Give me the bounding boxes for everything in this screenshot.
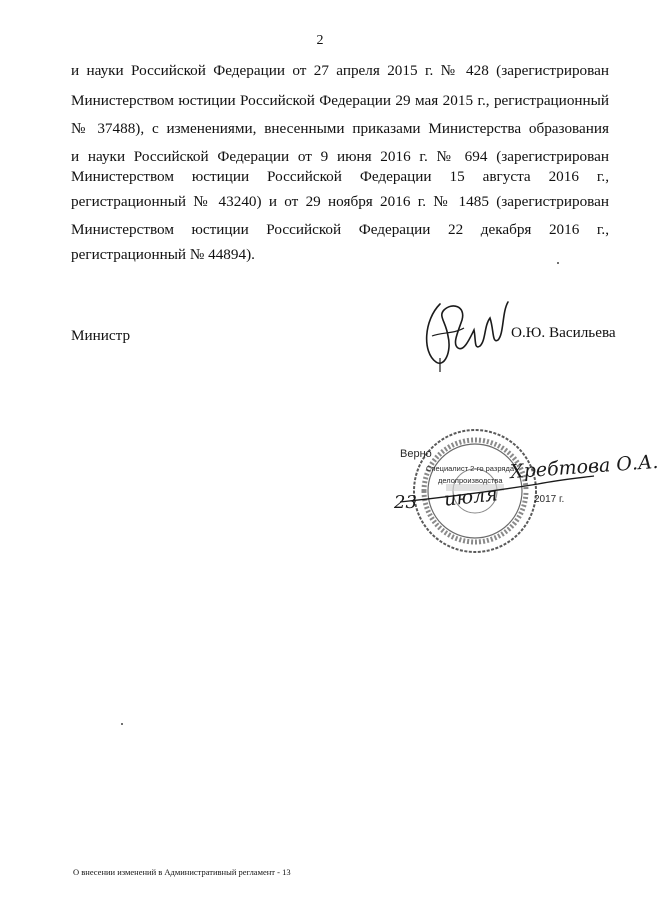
body-line: Министерством юстиции Российской Федерации 15 августа 2016 г., bbox=[71, 168, 609, 185]
certifier-handwritten-name: Хребтова О.А. bbox=[509, 450, 659, 484]
scan-speck bbox=[121, 723, 123, 725]
body-line: № 37488), с изменениями, внесенными приказами Министерства образования bbox=[71, 120, 609, 137]
minister-signature bbox=[418, 292, 518, 374]
position-line-1: Специалист 2-го разряда bbox=[426, 464, 515, 473]
body-line: Министерством юстиции Российской Федерации 29 мая 2015 г., регистрационный bbox=[71, 92, 609, 109]
position-line-2: делопроизводства bbox=[438, 476, 503, 485]
year-suffix: 2017 г. bbox=[534, 494, 565, 505]
verno-label: Верно bbox=[400, 448, 432, 460]
minister-name: О.Ю. Васильева bbox=[511, 324, 616, 341]
body-line: Министерством юстиции Российской Федерации 22 декабря 2016 г., bbox=[71, 221, 609, 238]
scan-speck bbox=[557, 262, 559, 264]
certification-stamp bbox=[392, 426, 659, 556]
minister-title: Министр bbox=[71, 327, 131, 344]
handwritten-month: июля bbox=[442, 483, 499, 511]
body-line: регистрационный № 44894). bbox=[71, 246, 255, 263]
body-line: и науки Российской Федерации от 9 июня 2016 г. № 694 (зарегистрирован bbox=[71, 148, 609, 165]
footer-note: О внесении изменений в Административный регламент - 13 bbox=[73, 867, 291, 877]
handwritten-day: 23 bbox=[394, 492, 417, 513]
body-line: и науки Российской Федерации от 27 апреля 2015 г. № 428 (зарегистрирован bbox=[71, 62, 609, 79]
body-line: регистрационный № 43240) и от 29 ноября 2016 г. № 1485 (зарегистрирован bbox=[71, 193, 609, 210]
page-number: 2 bbox=[316, 33, 324, 48]
